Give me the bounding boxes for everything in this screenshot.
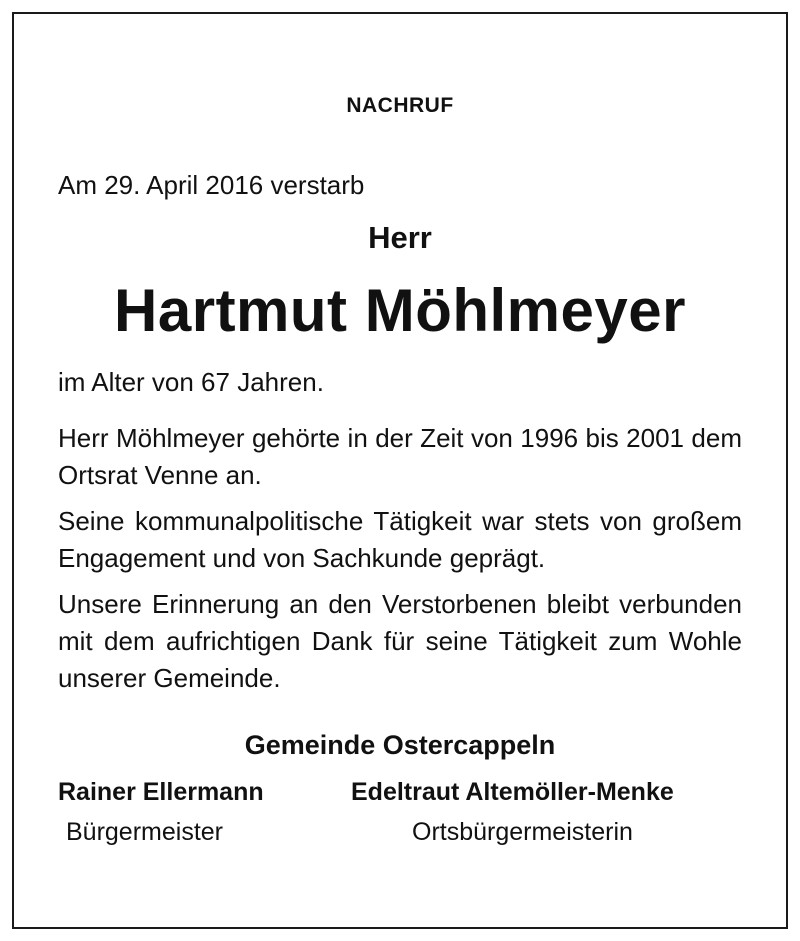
memory-paragraph: Unsere Erinnerung an den Verstorbenen bleibt verbunden mit dem aufrichtigen Dank für seine Tätigkeit zum Wohle unserer Gemeinde.	[58, 589, 742, 693]
deceased-name: Hartmut Möhlmeyer	[114, 277, 686, 344]
death-date-line: Am 29. April 2016 verstarb	[58, 170, 365, 200]
engagement-paragraph: Seine kommunalpolitische Tätigkeit war stets von großem Engagement und von Sachkunde geprägt.	[58, 506, 742, 573]
organization-name: Gemeinde Ostercappeln	[244, 730, 556, 760]
signatory-title-mayor: Bürgermeister	[66, 818, 223, 846]
salutation: Herr	[368, 220, 432, 255]
council-paragraph: Herr Möhlmeyer gehörte in der Zeit von 1996 bis 2001 dem Ortsrat Venne an.	[58, 423, 742, 490]
age-paragraph: im Alter von 67 Jahren.	[58, 367, 324, 397]
signatory-title-local-mayor: Ortsbürgermeisterin	[412, 818, 633, 846]
signatory-name-local-mayor: Edeltraut Altemöller-Menke	[351, 778, 674, 806]
notice-heading: NACHRUF	[346, 94, 454, 117]
signatory-name-mayor: Rainer Ellermann	[58, 778, 264, 806]
